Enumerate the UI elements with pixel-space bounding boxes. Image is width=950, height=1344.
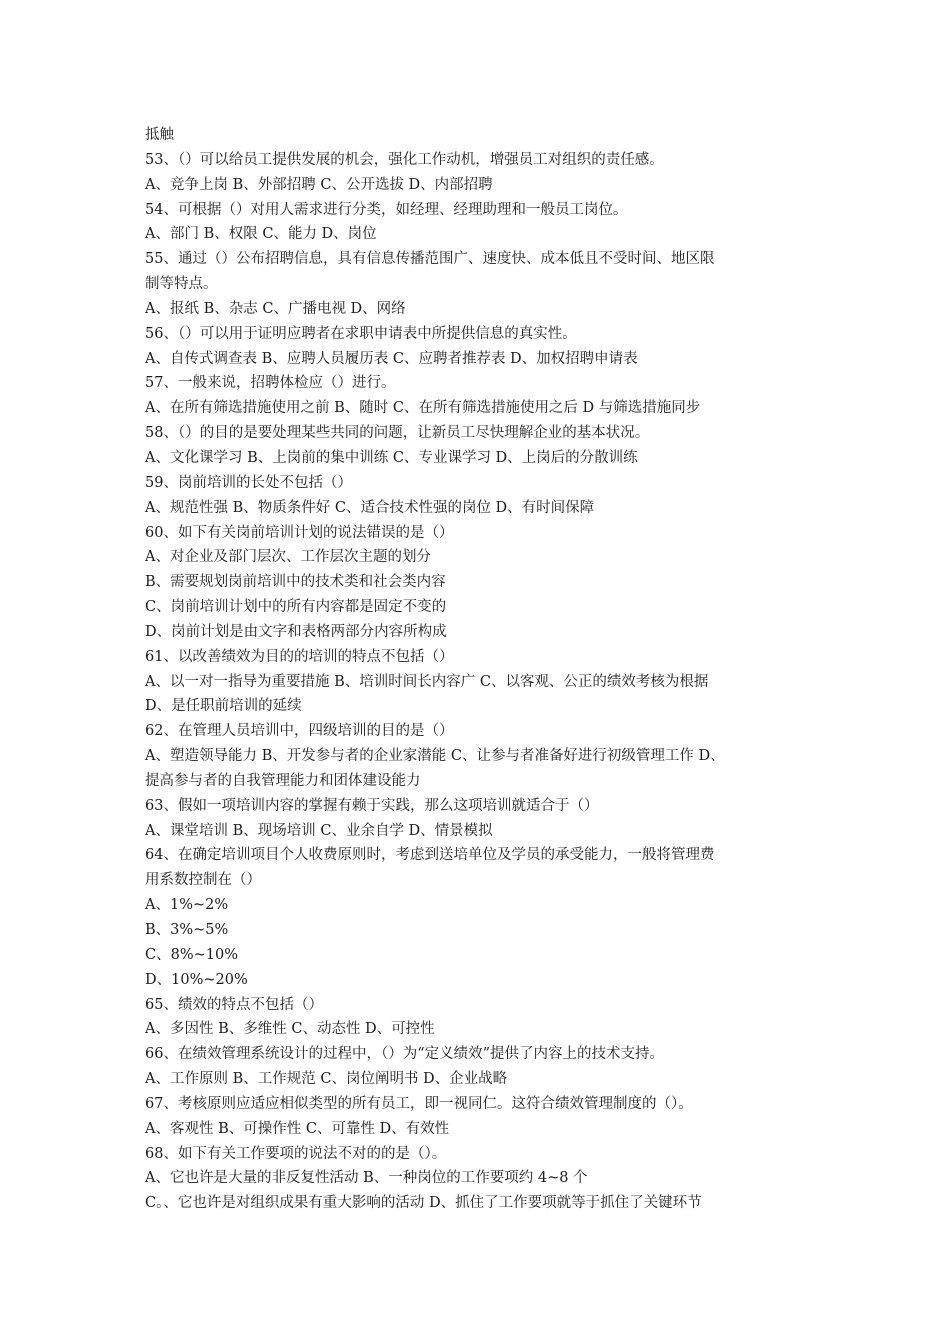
options-59: A、规范性强 B、物质条件好 C、适合技术性强的岗位 D、有时间保障	[145, 499, 595, 516]
question-64-cont: 用系数控制在（）	[145, 872, 261, 889]
options-61-cont: D、是任职前培训的延续	[145, 698, 302, 715]
options-55: A、报纸 B、杂志 C、广播电视 D、网络	[145, 300, 406, 317]
question-59: 59、岗前培训的长处不包括（）	[145, 474, 352, 491]
option-60-b: B、需要规划岗前培训中的技术类和社会类内容	[145, 574, 446, 591]
options-61: A、以一对一指导为重要措施 B、培训时间长内容广 C、以客观、公正的绩效考核为根据	[145, 673, 709, 690]
question-65: 65、绩效的特点不包括（）	[145, 996, 323, 1013]
option-60-a: A、对企业及部门层次、工作层次主题的划分	[145, 549, 431, 566]
question-55-cont: 制等特点。	[145, 276, 218, 293]
options-67: A、客观性 B、可操作性 C、可靠性 D、有效性	[145, 1120, 450, 1137]
question-64: 64、在确定培训项目个人收费原则时，考虑到送培单位及学员的承受能力，一般将管理费	[145, 847, 715, 864]
question-67: 67、考核原则应适应相似类型的所有员工，即一视同仁。这符合绩效管理制度的（）。	[145, 1095, 693, 1112]
option-60-c: C、岗前培训计划中的所有内容都是固定不变的	[145, 599, 447, 616]
document-body	[145, 123, 810, 1216]
option-60-d: D、岗前计划是由文字和表格两部分内容所构成	[145, 623, 447, 640]
options-62: A、塑造领导能力 B、开发参与者的企业家潜能 C、让参与者准备好进行初级管理工作 D、	[145, 748, 725, 765]
question-68: 68、如下有关工作要项的说法不对的的是（）。	[145, 1145, 447, 1162]
option-64-b: B、3%~5%	[145, 922, 229, 938]
question-66: 66、在绩效管理系统设计的过程中，（）为“定义绩效”提供了内容上的技术支持。	[145, 1046, 665, 1063]
question-63: 63、假如一项培训内容的掌握有赖于实践，那么这项培训就适合于（）	[145, 797, 599, 814]
question-61: 61、以改善绩效为目的的培训的特点不包括（）	[145, 648, 454, 665]
question-54: 54、可根据（）对用人需求进行分类，如经理、经理助理和一般员工岗位。	[145, 201, 628, 218]
options-68-cd: C。、它也许是对组织成果有重大影响的活动 D、抓住了工作要项就等于抓住了关键环节	[145, 1195, 702, 1212]
question-62: 62、在管理人员培训中，四级培训的目的是（）	[145, 723, 454, 740]
option-64-d: D、10%~20%	[145, 971, 248, 988]
options-65: A、多因性 B、多维性 C、动态性 D、可控性	[145, 1021, 435, 1038]
options-68-ab: A、它也许是大量的非反复性活动 B、一种岗位的工作要项约 4~8 个	[145, 1170, 588, 1187]
options-66: A、工作原则 B、工作规范 C、岗位阐明书 D、企业战略	[145, 1071, 508, 1088]
options-58: A、文化课学习 B、上岗前的集中训练 C、专业课学习 D、上岗后的分散训练	[145, 449, 638, 466]
options-53: A、竞争上岗 B、外部招聘 C、公开选拔 D、内部招聘	[145, 176, 493, 193]
question-57: 57、一般来说，招聘体检应（）进行。	[145, 375, 396, 392]
option-64-c: C、8%~10%	[145, 946, 238, 963]
question-56: 56、（）可以用于证明应聘者在求职申请表中所提供信息的真实性。	[145, 325, 577, 342]
options-62-cont: 提高参与者的自我管理能力和团体建设能力	[145, 772, 421, 789]
options-56: A、自传式调查表 B、应聘人员履历表 C、应聘者推荐表 D、加权招聘申请表	[145, 350, 638, 367]
text-line: 抵触	[145, 127, 174, 143]
option-64-a: A、1%~2%	[145, 897, 229, 914]
options-57: A、在所有筛选措施使用之前 B、随时 C、在所有筛选措施使用之后 D 与筛选措施同步	[145, 400, 701, 417]
options-54: A、部门 B、权限 C、能力 D、岗位	[145, 226, 377, 243]
question-58: 58、（）的目的是要处理某些共同的问题，让新员工尽快理解企业的基本状况。	[145, 425, 650, 442]
question-53: 53、（）可以给员工提供发展的机会，强化工作动机，增强员工对组织的责任感。	[145, 151, 664, 168]
question-55: 55、通过（）公布招聘信息，具有信息传播范围广、速度快、成本低且不受时间、地区限	[145, 251, 715, 268]
options-63: A、课堂培训 B、现场培训 C、业余自学 D、情景模拟	[145, 822, 493, 839]
question-60: 60、如下有关岗前培训计划的说法错误的是（）	[145, 524, 454, 541]
